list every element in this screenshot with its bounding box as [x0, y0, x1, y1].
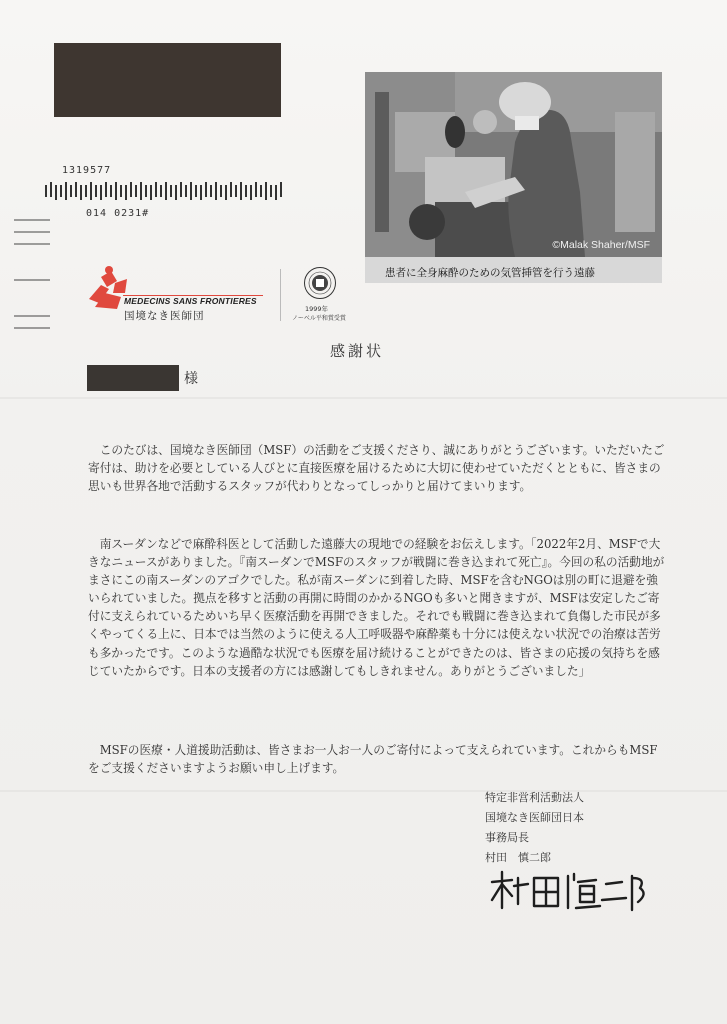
nobel-medal-icon: [303, 266, 337, 300]
letter-paragraph-3: [88, 741, 668, 777]
letter-paragraph-2: [88, 535, 668, 680]
handwritten-signature: [488, 868, 650, 916]
sub-code: 014 0231#: [86, 208, 150, 219]
photo-credit: ©Malak Shaher/MSF: [552, 239, 650, 251]
letter-title: 感謝状: [330, 342, 385, 360]
org-name-english: MEDECINS SANS FRONTIERES: [124, 296, 257, 306]
nobel-prize-text: ノーベル平和賞受賞: [292, 315, 346, 322]
paragraph-text: 南スーダンなどで麻酔科医として活動した遠藤大の現地での経験をお伝えします。「2022年2月、MSFで大きなニュースがありました。『南スーダンでMSFのスタッフが戦闘に巻き込まれて死亡』。今回の私の活動地がまさにこの南スーダンのアゴクでした。私が南スーダンに到着した時、MSFを含むNGOは別の町に退避を強いられていました。拠点を移すと活動の再開に時間のかかるNGOも多いと聞きますが、MSFは安定したご寄付に支えられているためいち早く医療活動を再開できました。それでも戦闘に巻き込まれて負傷した市民が多くやってくる上に、日本では当然のように使える人工呼吸器や麻酔薬も十分には使えない状況での治療は苦労も多かったです。このような過酷な状況でも医療を届け続けることができたのは、皆さまの応援の気持ちを感じていたからです。日本の支援者の方には感謝してもしきれません。ありがとうございました」: [88, 537, 665, 678]
fold-line: [0, 790, 727, 792]
customer-barcode: [45, 182, 283, 200]
field-photo: [365, 72, 662, 283]
redacted-address: [54, 43, 281, 117]
sender-block: [485, 788, 584, 868]
org-name-japanese: 国境なき医師団: [124, 310, 205, 322]
sender-title: 事務局長: [485, 831, 529, 844]
print-registration-marks: [14, 218, 54, 330]
letter-paragraph-1: [88, 441, 668, 495]
field-photo-image: [365, 72, 662, 283]
logo-divider: [280, 269, 281, 321]
fold-line: [0, 397, 727, 399]
sender-org-type: 特定非営利活動法人: [485, 791, 584, 804]
redacted-recipient-name: [87, 365, 179, 391]
paragraph-text: MSFの医療・人道援助活動は、皆さまお一人お一人のご寄付によって支えられています。これからもMSFをご支援くださいますようお願い申し上げます。: [88, 743, 658, 776]
recipient-honorific: 様: [184, 371, 198, 387]
paragraph-text: このたびは、国境なき医師団（MSF）の活動をご支援くださり、誠にありがとうございます。いただいたご寄付は、助けを必要としている人びとに直接医療を届けるために大切に使わせていただくとともに、皆さまの思いも世界各地で活動するスタッフが代わりとなってしっかりと届けてまいります。: [88, 443, 665, 494]
sender-name: 村田 慎二郎: [485, 851, 551, 864]
postal-code: 1319577: [62, 165, 112, 176]
sender-org-name: 国境なき医師団日本: [485, 811, 584, 824]
nobel-year: 1999年: [305, 305, 329, 313]
photo-caption: 患者に全身麻酔のための気管挿管を行う遠藤: [385, 267, 595, 279]
